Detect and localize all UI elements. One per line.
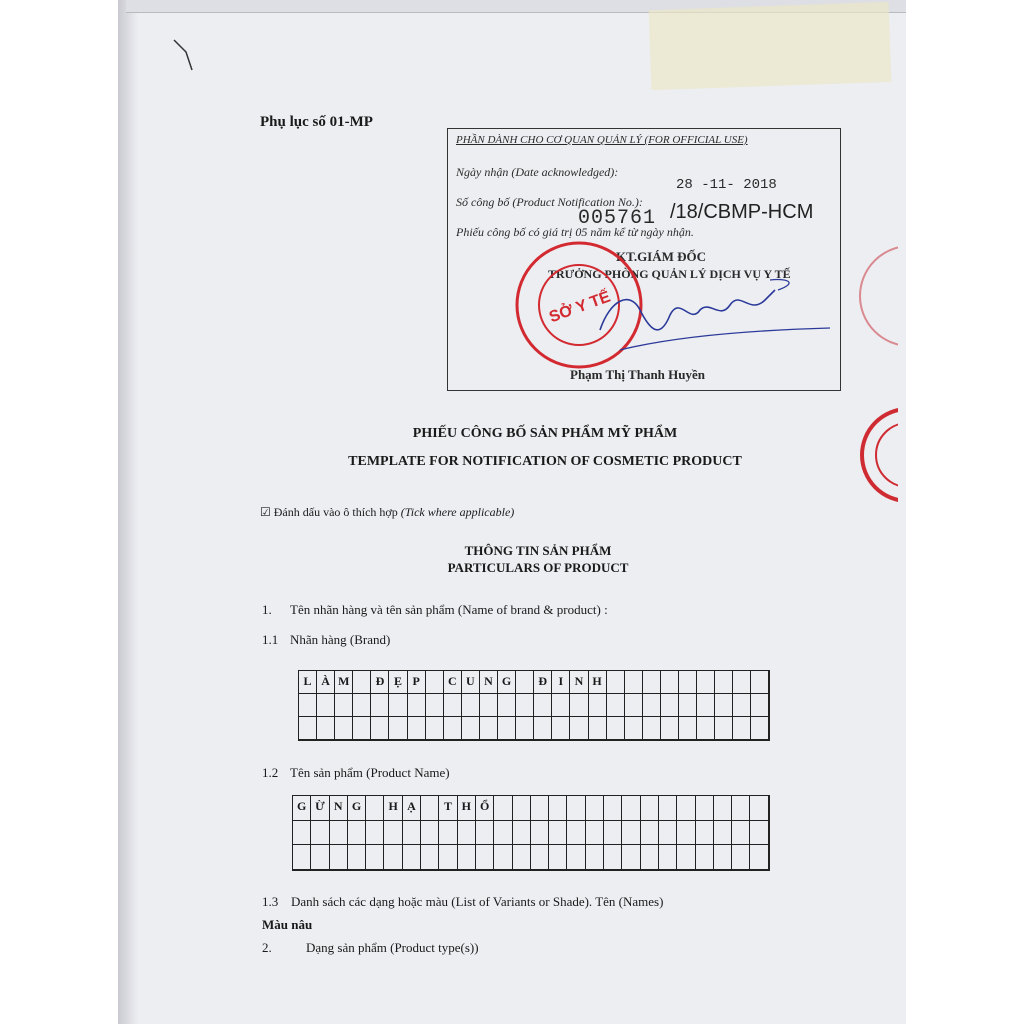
grid-cell <box>552 717 570 740</box>
grid-cell <box>513 821 531 846</box>
grid-cell <box>421 821 439 846</box>
grid-cell <box>696 821 714 846</box>
grid-cell <box>643 694 661 717</box>
grid-cell <box>732 845 750 870</box>
grid-cell <box>607 694 625 717</box>
grid-cell <box>750 845 768 870</box>
grid-cell <box>408 717 426 740</box>
grid-cell <box>421 796 439 821</box>
grid-cell <box>389 694 407 717</box>
notification-number-suffix: /18/CBMP-HCM <box>670 201 814 223</box>
grid-cell <box>733 671 751 694</box>
grid-cell <box>570 694 588 717</box>
grid-cell <box>696 845 714 870</box>
grid-cell: P <box>408 671 426 694</box>
grid-cell <box>549 821 567 846</box>
grid-cell <box>732 821 750 846</box>
grid-cell <box>480 694 498 717</box>
item-1-number: 1. <box>262 602 272 617</box>
grid-cell <box>733 694 751 717</box>
item-1-1-number: 1.1 <box>262 632 279 647</box>
grid-cell <box>421 845 439 870</box>
grid-cell <box>317 694 335 717</box>
grid-cell: Ừ <box>311 796 329 821</box>
grid-cell <box>567 796 585 821</box>
notification-number-label: Số công bố (Product Notification No.): <box>456 195 643 209</box>
grid-cell <box>498 694 516 717</box>
item-1-3-text: Danh sách các dạng hoặc màu (List of Variants or Shade). Tên (Names) <box>291 894 664 909</box>
grid-cell <box>607 671 625 694</box>
grid-cell <box>732 796 750 821</box>
grid-cell <box>604 796 622 821</box>
validity-note: Phiếu công bố có giá trị 05 năm kể từ ngày nhận. <box>456 225 694 239</box>
grid-cell <box>516 671 534 694</box>
grid-cell <box>714 796 732 821</box>
grid-cell <box>513 845 531 870</box>
variant-value: Màu nâu <box>262 917 313 932</box>
grid-cell <box>462 717 480 740</box>
grid-cell <box>371 717 389 740</box>
grid-cell <box>643 671 661 694</box>
grid-cell <box>444 717 462 740</box>
grid-cell <box>335 717 353 740</box>
grid-cell <box>679 694 697 717</box>
grid-cell <box>534 717 552 740</box>
grid-cell <box>659 845 677 870</box>
adhesive-tape <box>649 2 892 90</box>
grid-cell <box>677 845 695 870</box>
seal-center-text: SỞ Y TẾ <box>546 288 613 327</box>
grid-cell: L <box>299 671 317 694</box>
grid-cell <box>641 845 659 870</box>
section-title-vi: THÔNG TIN SẢN PHẨM <box>464 543 612 558</box>
grid-cell <box>439 845 457 870</box>
edge-seal-upper <box>858 236 898 356</box>
product-name-character-grid <box>292 795 770 871</box>
grid-cell <box>513 796 531 821</box>
appendix-label: Phụ lục số 01-MP <box>260 114 373 130</box>
grid-cell <box>426 671 444 694</box>
grid-cell <box>622 845 640 870</box>
item-2-text: Dạng sản phẩm (Product type(s)) <box>306 940 479 955</box>
title-vietnamese: PHIẾU CÔNG BỐ SẢN PHẨM MỸ PHẨM <box>412 426 678 441</box>
grid-cell <box>534 694 552 717</box>
grid-cell <box>549 845 567 870</box>
grid-cell: N <box>570 671 588 694</box>
grid-cell: Đ <box>371 671 389 694</box>
grid-cell <box>641 796 659 821</box>
grid-cell <box>714 845 732 870</box>
grid-cell <box>311 821 329 846</box>
grid-cell <box>408 694 426 717</box>
grid-cell <box>458 845 476 870</box>
grid-cell <box>366 821 384 846</box>
grid-cell: M <box>335 671 353 694</box>
brand-character-grid <box>298 670 770 741</box>
grid-cell <box>330 821 348 846</box>
grid-cell <box>348 845 366 870</box>
grid-cell <box>589 694 607 717</box>
checkbox-icon: ☑ <box>260 505 271 519</box>
item-1-1-text: Nhãn hàng (Brand) <box>290 632 391 647</box>
grid-cell <box>677 796 695 821</box>
grid-cell <box>366 796 384 821</box>
grid-cell: T <box>439 796 457 821</box>
grid-cell <box>589 717 607 740</box>
grid-cell <box>299 717 317 740</box>
pen-mark <box>170 36 200 76</box>
grid-cell <box>444 694 462 717</box>
grid-cell <box>715 717 733 740</box>
grid-cell <box>570 717 588 740</box>
grid-cell: H <box>458 796 476 821</box>
grid-cell <box>679 717 697 740</box>
grid-cell <box>403 845 421 870</box>
grid-cell: G <box>348 796 366 821</box>
grid-cell <box>714 821 732 846</box>
grid-cell <box>697 694 715 717</box>
grid-cell <box>516 717 534 740</box>
grid-cell <box>715 694 733 717</box>
grid-cell <box>371 694 389 717</box>
grid-cell <box>751 671 769 694</box>
grid-cell <box>641 821 659 846</box>
grid-cell <box>299 694 317 717</box>
grid-cell: G <box>498 671 516 694</box>
grid-cell: G <box>293 796 311 821</box>
grid-cell <box>531 796 549 821</box>
grid-cell <box>293 845 311 870</box>
grid-cell <box>751 717 769 740</box>
grid-cell <box>697 717 715 740</box>
grid-cell <box>697 671 715 694</box>
grid-cell: I <box>552 671 570 694</box>
grid-cell <box>498 717 516 740</box>
item-2-number: 2. <box>262 940 272 955</box>
official-header: PHẦN DÀNH CHO CƠ QUAN QUẢN LÝ (FOR OFFICIAL USE) <box>456 134 748 146</box>
grid-cell <box>293 821 311 846</box>
grid-cell <box>476 845 494 870</box>
grid-cell <box>733 717 751 740</box>
grid-cell <box>348 821 366 846</box>
grid-cell <box>335 694 353 717</box>
grid-cell <box>366 845 384 870</box>
grid-cell <box>317 717 335 740</box>
grid-cell <box>353 717 371 740</box>
grid-cell <box>696 796 714 821</box>
item-1-2-text: Tên sản phẩm (Product Name) <box>290 765 450 780</box>
grid-cell <box>439 821 457 846</box>
grid-cell <box>750 796 768 821</box>
notification-number-value: 005761 <box>578 207 657 230</box>
grid-cell: N <box>480 671 498 694</box>
grid-cell <box>567 845 585 870</box>
grid-cell <box>426 694 444 717</box>
date-acknowledged-value: 28 -11- 2018 <box>676 177 777 193</box>
grid-cell <box>659 821 677 846</box>
grid-cell <box>384 821 402 846</box>
grid-cell <box>330 845 348 870</box>
grid-cell <box>567 821 585 846</box>
grid-cell <box>384 845 402 870</box>
grid-cell <box>353 671 371 694</box>
stamp-role: TRƯỞNG PHÒNG QUẢN LÝ DỊCH VỤ Y TẾ <box>548 267 791 281</box>
tick-text-en: (Tick where applicable) <box>400 505 515 519</box>
signature <box>590 270 840 360</box>
grid-cell <box>750 821 768 846</box>
grid-cell: U <box>462 671 480 694</box>
item-1-2-number: 1.2 <box>262 765 279 780</box>
item-1-text: Tên nhãn hàng và tên sản phẩm (Name of brand & product) : <box>290 602 608 617</box>
grid-cell <box>494 845 512 870</box>
grid-cell: H <box>589 671 607 694</box>
grid-cell <box>586 845 604 870</box>
grid-cell: C <box>444 671 462 694</box>
grid-cell <box>625 694 643 717</box>
grid-cell <box>389 717 407 740</box>
grid-cell <box>531 845 549 870</box>
grid-cell <box>494 796 512 821</box>
grid-cell <box>659 796 677 821</box>
grid-cell: H <box>384 796 402 821</box>
date-acknowledged-label: Ngày nhận (Date acknowledged): <box>456 165 619 179</box>
grid-cell: Ạ <box>403 796 421 821</box>
grid-cell <box>462 694 480 717</box>
grid-cell <box>516 694 534 717</box>
grid-cell <box>403 821 421 846</box>
section-title-en: PARTICULARS OF PRODUCT <box>447 560 629 575</box>
grid-cell <box>458 821 476 846</box>
grid-cell <box>480 717 498 740</box>
grid-cell <box>311 845 329 870</box>
grid-cell <box>625 717 643 740</box>
title-english: TEMPLATE FOR NOTIFICATION OF COSMETIC PRODUCT <box>348 454 742 469</box>
grid-cell <box>715 671 733 694</box>
item-1-3-number: 1.3 <box>262 894 279 909</box>
grid-cell <box>476 821 494 846</box>
grid-cell: Ổ <box>476 796 494 821</box>
grid-cell <box>426 717 444 740</box>
grid-cell <box>677 821 695 846</box>
grid-cell <box>586 796 604 821</box>
page-edge-shadow <box>118 0 138 1024</box>
bleed-through <box>350 300 353 311</box>
grid-cell <box>604 821 622 846</box>
grid-cell: À <box>317 671 335 694</box>
grid-cell <box>549 796 567 821</box>
grid-cell <box>622 796 640 821</box>
grid-cell: N <box>330 796 348 821</box>
grid-cell <box>494 821 512 846</box>
grid-cell <box>625 671 643 694</box>
grid-cell <box>604 845 622 870</box>
grid-cell <box>586 821 604 846</box>
stamp-title: KT.GIÁM ĐỐC <box>616 249 707 264</box>
grid-cell: Đ <box>534 671 552 694</box>
signer-name: Phạm Thị Thanh Huyền <box>570 367 705 382</box>
tick-text-vi: Đánh dấu vào ô thích hợp <box>273 505 398 519</box>
grid-cell <box>353 694 371 717</box>
grid-cell <box>661 694 679 717</box>
grid-cell <box>607 717 625 740</box>
grid-cell: Ẹ <box>389 671 407 694</box>
grid-cell <box>622 821 640 846</box>
grid-cell <box>552 694 570 717</box>
grid-cell <box>751 694 769 717</box>
tick-instruction <box>260 505 514 520</box>
grid-cell <box>679 671 697 694</box>
grid-cell <box>643 717 661 740</box>
grid-cell <box>531 821 549 846</box>
grid-cell <box>661 717 679 740</box>
grid-cell <box>661 671 679 694</box>
